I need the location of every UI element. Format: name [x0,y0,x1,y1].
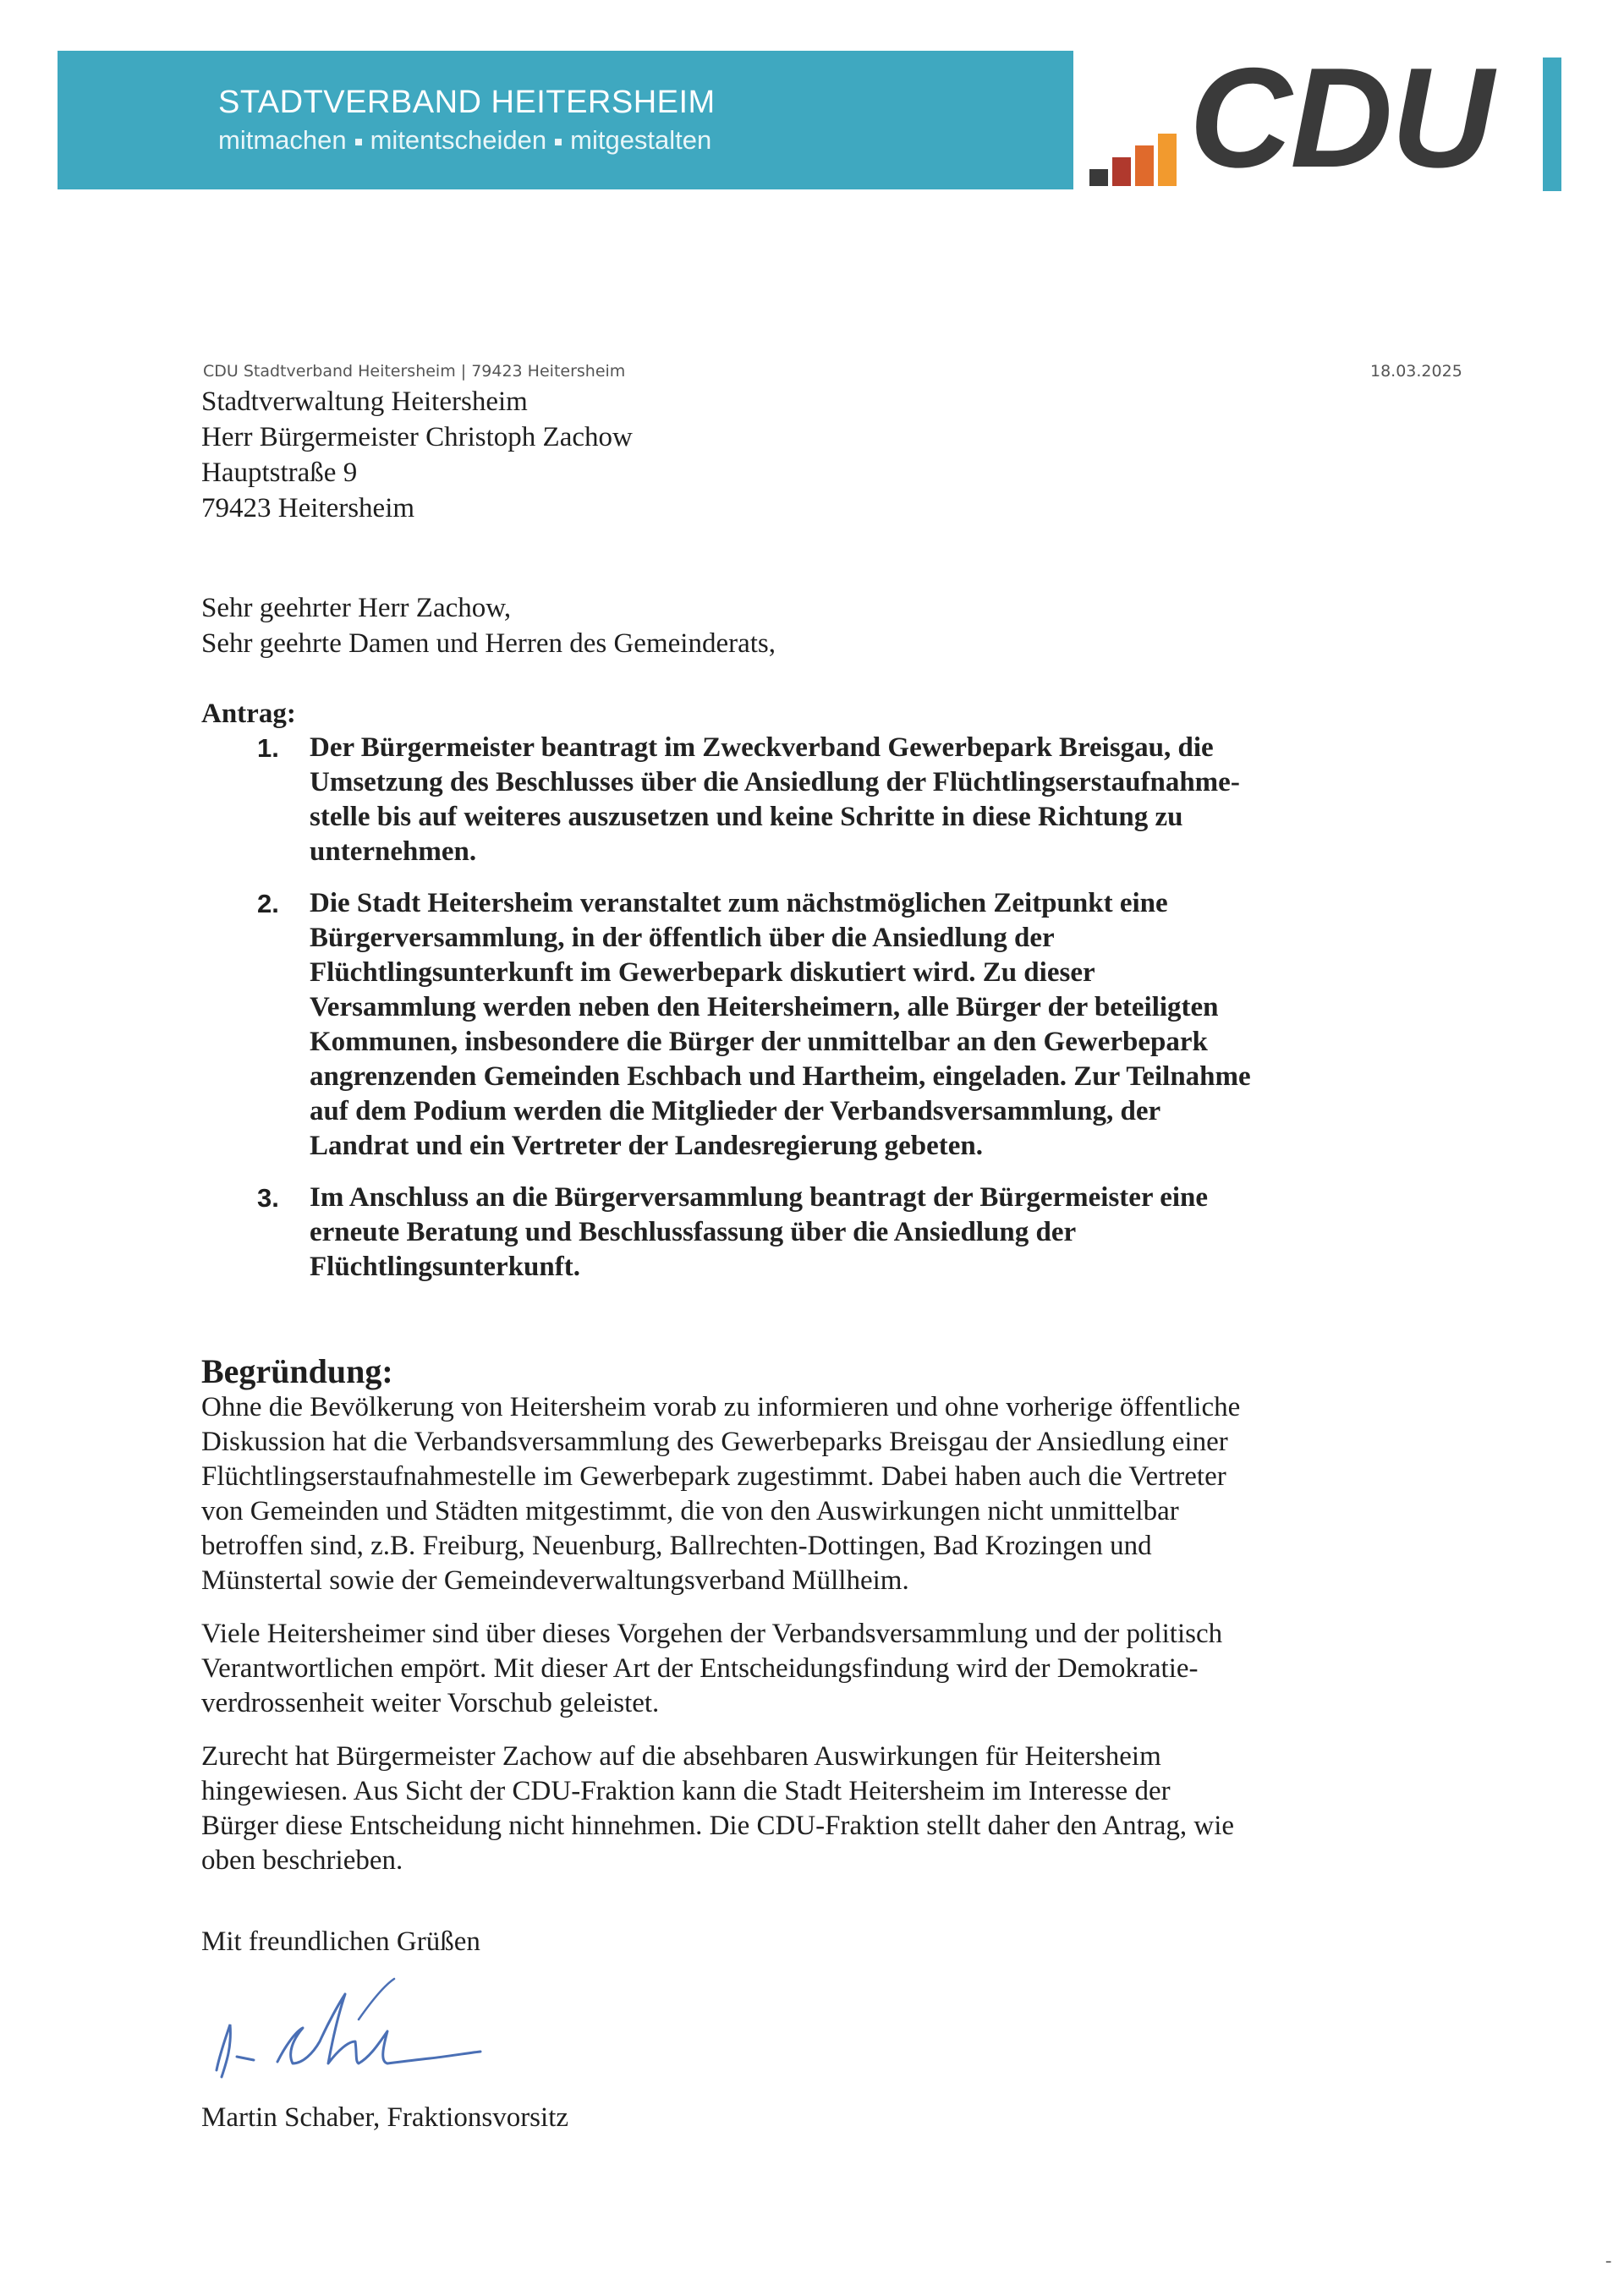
tagline-separator [555,139,562,145]
text-line: betroffen sind, z.B. Freiburg, Neuenburg, Ballrechten-Dottingen, Bad Krozingen und [201,1531,1152,1561]
motion-list [201,731,1352,1301]
motion-heading: Antrag: [201,699,296,729]
salutation-line: Sehr geehrte Damen und Herren des Gemeinderats, [201,628,776,659]
tagline [218,125,711,156]
text-line: stelle bis auf weiteres auszusetzen und keine Schritte in diese Richtung zu [310,802,1183,832]
text-line: Münstertal sowie der Gemeindeverwaltungsverband Müllheim. [201,1565,909,1596]
logo-bar [1089,169,1108,186]
text-line: unternehmen. [310,836,477,867]
sender-line: CDU Stadtverband Heitersheim | 79423 Heitersheim [203,362,626,381]
text-line: auf dem Podium werden die Mitglieder der Verbandsversammlung, der [310,1096,1161,1126]
motion-text [310,886,1352,1164]
motion-item [201,731,1352,869]
address-line: Herr Bürgermeister Christoph Zachow [201,422,633,452]
text-line: Bürger diese Entscheidung nicht hinnehmen. Die CDU-Fraktion stellt daher den Antrag, wie [201,1811,1235,1841]
text-line: Diskussion hat die Verbandsversammlung des Gewerbeparks Breisgau der Ansiedlung einer [201,1427,1228,1457]
organization-name: STADTVERBAND HEITERSHEIM [218,85,716,120]
text-line: erneute Beratung und Beschlussfassung über die Ansiedlung der [310,1217,1077,1247]
paragraph [201,1390,1343,1598]
text-line: Landrat und ein Vertreter der Landesregierung gebeten. [310,1131,983,1161]
justification-heading: Begründung: [201,1352,393,1390]
tagline-item: mitmachen [218,125,347,155]
text-line: Verantwortlichen empört. Mit dieser Art der Entscheidungsfindung wird der Demokratie- [201,1653,1199,1684]
text-line: Ohne die Bevölkerung von Heitersheim vorab zu informieren und ohne vorherige öffentliche [201,1392,1241,1422]
motion-number: 2. [257,889,279,918]
text-line: angrenzenden Gemeinden Eschbach und Hartheim, eingeladen. Zur Teilnahme [310,1061,1251,1092]
address-line: Hauptstraße 9 [201,458,358,488]
paragraph [201,1740,1343,1878]
motion-number: 1. [257,733,279,763]
closing-phrase: Mit freundlichen Grüßen [201,1926,480,1957]
address-line: Stadtverwaltung Heitersheim [201,386,528,417]
text-line: Umsetzung des Beschlusses über die Ansiedlung der Flüchtlingserstaufnahme- [310,767,1240,797]
text-line: von Gemeinden und Städten mitgestimmt, die von den Auswirkungen nicht unmittelbar [201,1496,1179,1526]
letter-date: 18.03.2025 [1370,362,1462,381]
text-line: Flüchtlingserstaufnahmestelle im Gewerbepark zugestimmt. Dabei haben auch die Vertreter [201,1461,1226,1492]
text-line: Flüchtlingsunterkunft. [310,1252,580,1282]
logo-bar [1135,145,1154,186]
logo-bar [1158,134,1177,186]
salutation-line: Sehr geehrter Herr Zachow, [201,593,512,623]
signature-image [193,1969,514,2096]
signer-name: Martin Schaber, Fraktionsvorsitz [201,2102,569,2133]
motion-number: 3. [257,1183,279,1213]
text-line: hingewiesen. Aus Sicht der CDU-Fraktion kann die Stadt Heitersheim im Interesse der [201,1776,1171,1806]
text-line: Zurecht hat Bürgermeister Zachow auf die absehbaren Auswirkungen für Heitersheim [201,1741,1161,1772]
letterhead-banner [58,51,1073,189]
text-line: Viele Heitersheimer sind über dieses Vorgehen der Verbandsversammlung und der politisch [201,1619,1223,1649]
motion-text [310,1181,1352,1285]
text-line: verdrossenheit weiter Vorschub geleistet. [201,1688,660,1718]
text-line: Die Stadt Heitersheim veranstaltet zum nächstmöglichen Zeitpunkt eine [310,888,1168,918]
text-line: oben beschrieben. [201,1845,403,1876]
logo-bar [1112,157,1131,186]
text-line: Versammlung werden neben den Heitersheimern, alle Bürger der beteiligten [310,992,1219,1022]
tagline-separator [355,139,362,145]
recipient-address [201,384,633,526]
edge-accent-bar [1543,58,1561,191]
salutation [201,590,776,661]
address-line: 79423 Heitersheim [201,493,415,523]
motion-item [201,886,1352,1164]
logo-wordmark: CDU [1189,38,1492,197]
motion-item [201,1181,1352,1285]
cdu-logo [1089,38,1529,197]
text-line: Der Bürgermeister beantragt im Zweckverband Gewerbepark Breisgau, die [310,732,1214,763]
page-mark: - [1605,2249,1612,2271]
text-line: Bürgerversammlung, in der öffentlich über die Ansiedlung der [310,923,1055,953]
justification-body [201,1390,1343,1897]
tagline-item: mitentscheiden [370,125,547,155]
text-line: Flüchtlingsunterkunft im Gewerbepark diskutiert wird. Zu dieser [310,957,1095,988]
paragraph [201,1617,1343,1721]
text-line: Im Anschluss an die Bürgerversammlung beantragt der Bürgermeister eine [310,1182,1209,1213]
tagline-item: mitgestalten [570,125,712,155]
motion-text [310,731,1352,869]
text-line: Kommunen, insbesondere die Bürger der unmittelbar an den Gewerbepark [310,1027,1208,1057]
